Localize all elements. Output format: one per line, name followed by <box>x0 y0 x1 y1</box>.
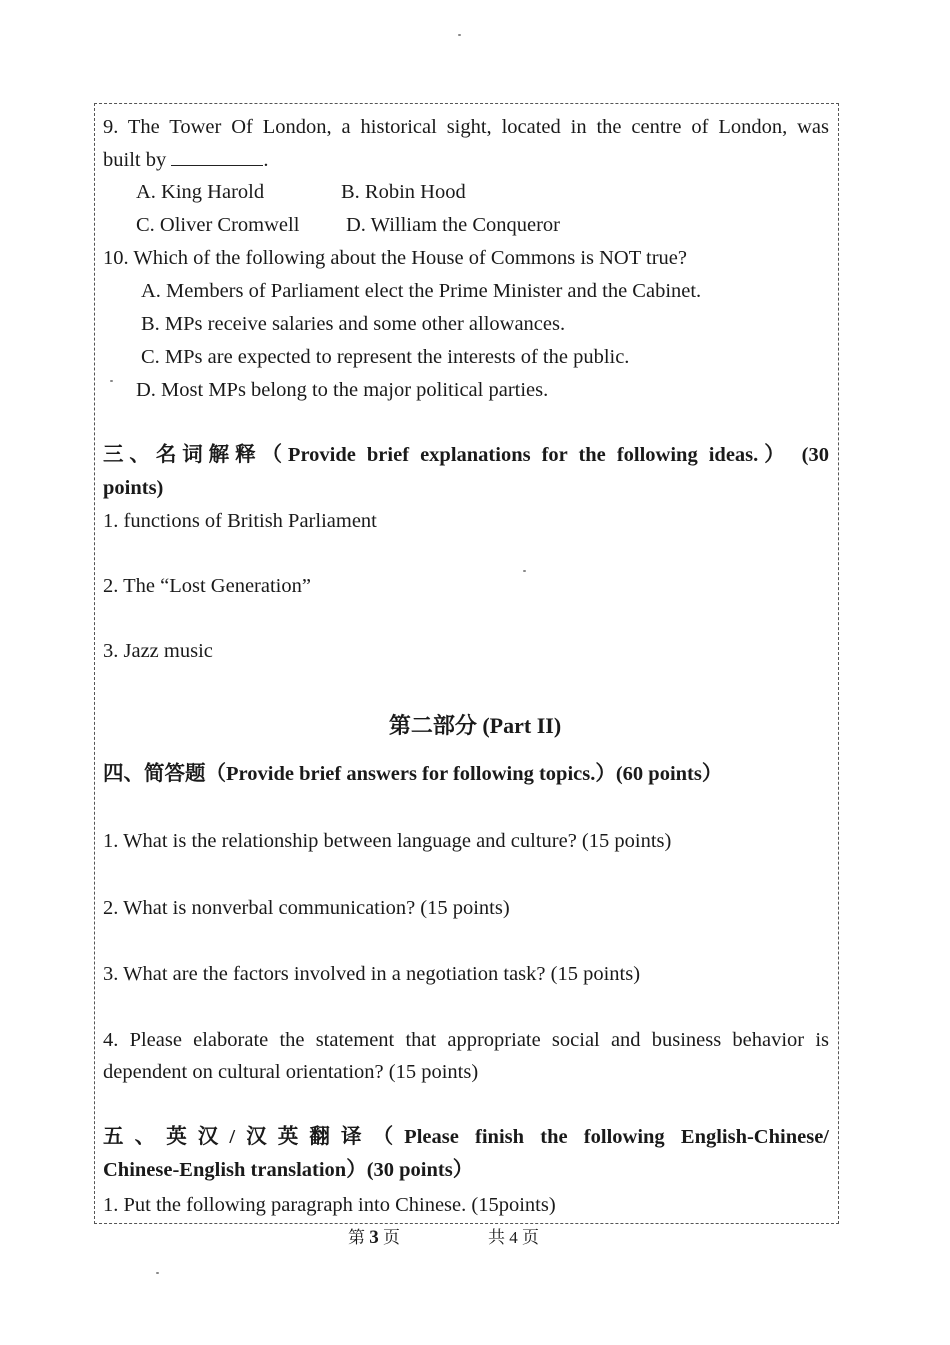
scan-speck <box>458 34 461 36</box>
section4-item-4-line2: dependent on cultural orientation? (15 points) <box>103 1061 479 1083</box>
section3-heading-line1: 三、名词解释（Provide brief explanations for the following ideas.） (30 <box>103 444 829 466</box>
page-label-prefix: 第 <box>348 1228 365 1247</box>
page-number: 3 <box>369 1227 379 1248</box>
section4-item-2: 2. What is nonverbal communication? (15 points) <box>103 897 510 919</box>
q9-line2-suffix: . <box>263 149 269 171</box>
section5-heading-line1: 五、英汉/汉英翻译（Please finish the following English-Chinese/ <box>103 1126 829 1148</box>
q9-option-a: A. King Harold <box>136 181 265 203</box>
section4-item-1: 1. What is the relationship between language and culture? (15 points) <box>103 830 672 852</box>
q10-stem: 10. Which of the following about the House of Commons is NOT true? <box>103 247 687 269</box>
answer-blank <box>171 147 263 166</box>
section3-item-3: 3. Jazz music <box>103 640 213 662</box>
scan-speck <box>523 570 526 572</box>
q9-line2 <box>103 147 268 172</box>
scan-speck <box>110 380 113 382</box>
q10-option-b: B. MPs receive salaries and some other allowances. <box>141 313 566 335</box>
page-label-suffix: 页 <box>383 1228 400 1247</box>
scan-speck <box>156 1272 159 1274</box>
section5-item-1: 1. Put the following paragraph into Chinese. (15points) <box>103 1194 556 1216</box>
q9-option-c: C. Oliver Cromwell <box>136 214 300 236</box>
page-number-label <box>348 1226 400 1250</box>
q9-option-d: D. William the Conqueror <box>346 214 561 236</box>
section3-heading-line2: points) <box>103 477 164 499</box>
exam-border <box>94 103 839 1224</box>
total-pages-label: 共 4 页 <box>488 1228 539 1247</box>
section5-heading-line2: Chinese-English translation）(30 points） <box>103 1159 474 1181</box>
part2-title: 第二部分 (Part II) <box>388 713 562 738</box>
q10-option-d: D. Most MPs belong to the major political parties. <box>136 379 549 401</box>
section3-item-2: 2. The “Lost Generation” <box>103 575 311 597</box>
q10-option-c: C. MPs are expected to represent the interests of the public. <box>141 346 630 368</box>
q9-line1: 9. The Tower Of London, a historical sight, located in the centre of London, was <box>103 116 829 138</box>
q9-line2-prefix: built by <box>103 149 167 171</box>
q10-option-a: A. Members of Parliament elect the Prime Minister and the Cabinet. <box>141 280 702 302</box>
q9-option-b: B. Robin Hood <box>341 181 466 203</box>
section4-item-4-line1: 4. Please elaborate the statement that appropriate social and business behavior is <box>103 1029 829 1051</box>
section4-heading: 四、简答题（Provide brief answers for following topics.）(60 points） <box>103 763 723 785</box>
section4-item-3: 3. What are the factors involved in a negotiation task? (15 points) <box>103 963 641 985</box>
section3-item-1: 1. functions of British Parliament <box>103 510 377 532</box>
